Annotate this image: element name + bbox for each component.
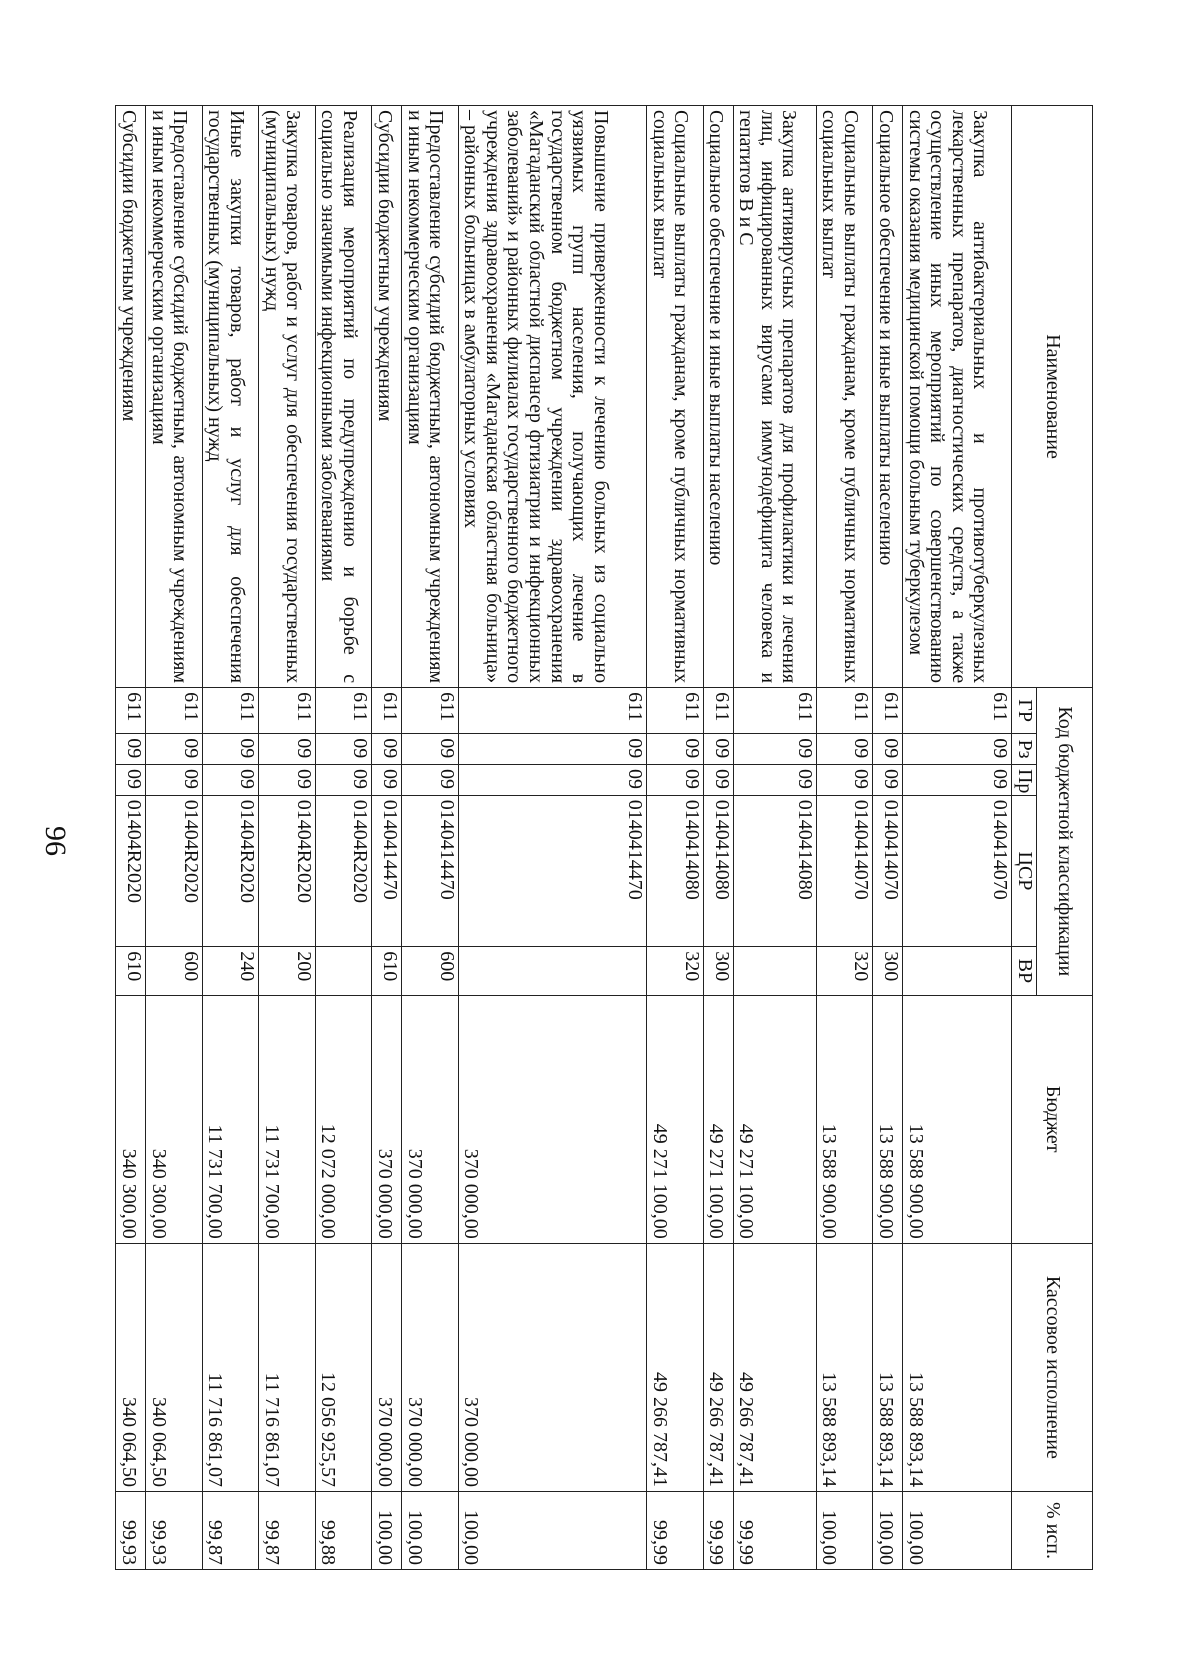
cell-vr: 600 (402, 947, 458, 995)
cell-pct: 100,00 (372, 1491, 402, 1569)
cell-budget: 49 271 100,00 (703, 995, 733, 1243)
cell-pct: 99,99 (733, 1491, 816, 1569)
cell-rz: 09 (116, 734, 146, 765)
header-pct: % исп. (1012, 1491, 1093, 1569)
header-gr: ГР (1012, 688, 1037, 734)
cell-cash: 49 266 787,41 (733, 1243, 816, 1491)
rotated-table-container (115, 105, 1093, 1570)
cell-name: Закупка антивирусных препаратов для профилактики и лечения лиц, инфицированных вирусами иммунодефицита человека и гепатитов В и С (733, 106, 816, 688)
cell-cash: 49 266 787,41 (703, 1243, 733, 1491)
cell-gr: 611 (816, 688, 872, 734)
cell-cash: 11 716 861,07 (202, 1243, 258, 1491)
cell-cash: 370 000,00 (402, 1243, 458, 1491)
header-code-group: Код бюджетной классификации (1037, 688, 1093, 995)
cell-cash: 370 000,00 (372, 1243, 402, 1491)
cell-pr: 09 (116, 764, 146, 795)
cell-cash: 13 588 893,14 (873, 1243, 903, 1491)
cell-gr: 611 (733, 688, 816, 734)
cell-vr: 240 (202, 947, 258, 995)
cell-budget: 340 300,00 (146, 995, 202, 1243)
cell-pr: 09 (372, 764, 402, 795)
table-row (315, 106, 371, 1570)
cell-rz: 09 (402, 734, 458, 765)
cell-name: Субсидии бюджетным учреждениям (372, 106, 402, 688)
cell-pr: 09 (202, 764, 258, 795)
cell-pct: 100,00 (816, 1491, 872, 1569)
cell-name: Закупка антибактериальных и противотуберкулезных лекарственных препаратов, диагностических средств, а также осуществление иных мероприятий по совершенствованию системы оказания медицинской помощи больным туберкулезом (903, 106, 1012, 688)
cell-budget: 370 000,00 (458, 995, 647, 1243)
cell-budget: 11 731 700,00 (202, 995, 258, 1243)
page-number: 96 (39, 826, 72, 856)
cell-gr: 611 (402, 688, 458, 734)
table-row (647, 106, 703, 1570)
cell-pct: 99,93 (116, 1491, 146, 1569)
table-row (873, 106, 903, 1570)
cell-cash: 49 266 787,41 (647, 1243, 703, 1491)
header-budget: Бюджет (1012, 995, 1093, 1243)
cell-pr: 09 (733, 764, 816, 795)
cell-pr: 09 (259, 764, 315, 795)
cell-csr: 0140414070 (903, 795, 1012, 947)
cell-rz: 09 (458, 734, 647, 765)
cell-csr: 0140414080 (647, 795, 703, 947)
table-row (259, 106, 315, 1570)
cell-csr: 01404R2020 (116, 795, 146, 947)
header-cash: Кассовое исполнение (1012, 1243, 1093, 1491)
cell-name: Предоставление субсидий бюджетным, автономным учреждениям и иным некоммерческим организациям (146, 106, 202, 688)
cell-pct: 100,00 (873, 1491, 903, 1569)
cell-rz: 09 (647, 734, 703, 765)
cell-csr: 0140414470 (458, 795, 647, 947)
cell-gr: 611 (873, 688, 903, 734)
cell-cash: 340 064,50 (116, 1243, 146, 1491)
cell-gr: 611 (315, 688, 371, 734)
cell-name: Социальные выплаты гражданам, кроме публичных нормативных социальных выплат (647, 106, 703, 688)
cell-pct: 99,88 (315, 1491, 371, 1569)
cell-rz: 09 (315, 734, 371, 765)
cell-rz: 09 (259, 734, 315, 765)
budget-table (115, 105, 1093, 1570)
table-row (116, 106, 146, 1570)
cell-csr: 01404R2020 (259, 795, 315, 947)
cell-cash: 340 064,50 (146, 1243, 202, 1491)
cell-pct: 99,87 (202, 1491, 258, 1569)
cell-csr: 0140414070 (873, 795, 903, 947)
cell-pr: 09 (816, 764, 872, 795)
cell-gr: 611 (202, 688, 258, 734)
cell-name: Закупка товаров, работ и услуг для обеспечения государственных (муниципальных) нужд (259, 106, 315, 688)
cell-pr: 09 (146, 764, 202, 795)
cell-pr: 09 (402, 764, 458, 795)
cell-rz: 09 (703, 734, 733, 765)
cell-name: Социальное обеспечение и иные выплаты населению (703, 106, 733, 688)
cell-budget: 370 000,00 (402, 995, 458, 1243)
cell-vr (903, 947, 1012, 995)
cell-rz: 09 (873, 734, 903, 765)
cell-budget: 13 588 900,00 (873, 995, 903, 1243)
cell-vr (733, 947, 816, 995)
cell-pr: 09 (903, 764, 1012, 795)
cell-vr: 200 (259, 947, 315, 995)
cell-csr: 0140414470 (372, 795, 402, 947)
header-vr: ВР (1012, 947, 1037, 995)
cell-pr: 09 (458, 764, 647, 795)
table-row (202, 106, 258, 1570)
cell-rz: 09 (733, 734, 816, 765)
cell-csr: 01404R2020 (202, 795, 258, 947)
cell-rz: 09 (372, 734, 402, 765)
cell-pct: 100,00 (402, 1491, 458, 1569)
cell-vr: 320 (647, 947, 703, 995)
cell-rz: 09 (903, 734, 1012, 765)
cell-vr: 610 (372, 947, 402, 995)
cell-cash: 13 588 893,14 (816, 1243, 872, 1491)
cell-vr: 300 (703, 947, 733, 995)
cell-pr: 09 (315, 764, 371, 795)
cell-vr: 610 (116, 947, 146, 995)
cell-name: Повышение приверженности к лечению больных из социально уязвимых групп населения, получающих лечение в государственном бюджетном учреждении здравоохранения «Магаданский областной диспансер фтизиатрии и инфекционных заболеваний» и районных филиалах государственного бюджетного учреждения здравоохранения «Магаданская областная больница» – районных больницах в амбулаторных условиях (458, 106, 647, 688)
header-pr: Пр (1012, 764, 1037, 795)
cell-name: Социальные выплаты гражданам, кроме публичных нормативных социальных выплат (816, 106, 872, 688)
cell-csr: 0140414470 (402, 795, 458, 947)
table-row (402, 106, 458, 1570)
table-row (903, 106, 1012, 1570)
table-row (703, 106, 733, 1570)
cell-csr: 0140414080 (733, 795, 816, 947)
header-csr: ЦСР (1012, 795, 1037, 947)
cell-gr: 611 (458, 688, 647, 734)
cell-budget: 370 000,00 (372, 995, 402, 1243)
cell-gr: 611 (703, 688, 733, 734)
table-row (372, 106, 402, 1570)
cell-name: Предоставление субсидий бюджетным, автономным учреждениям и иным некоммерческим организациям (402, 106, 458, 688)
cell-name: Субсидии бюджетным учреждениям (116, 106, 146, 688)
cell-name: Социальное обеспечение и иные выплаты населению (873, 106, 903, 688)
table-row (146, 106, 202, 1570)
cell-pct: 99,99 (647, 1491, 703, 1569)
cell-csr: 01404R2020 (146, 795, 202, 947)
cell-pct: 100,00 (458, 1491, 647, 1569)
cell-name: Иные закупки товаров, работ и услуг для обеспечения государственных (муниципальных) нужд (202, 106, 258, 688)
cell-pct: 99,87 (259, 1491, 315, 1569)
cell-name: Реализация мероприятий по предупреждению и борьбе с социально значимыми инфекционными заболеваниями (315, 106, 371, 688)
cell-pr: 09 (873, 764, 903, 795)
cell-budget: 49 271 100,00 (647, 995, 703, 1243)
header-rz: Рз (1012, 734, 1037, 765)
cell-gr: 611 (647, 688, 703, 734)
table-row (458, 106, 647, 1570)
cell-pct: 99,93 (146, 1491, 202, 1569)
cell-rz: 09 (816, 734, 872, 765)
cell-gr: 611 (259, 688, 315, 734)
table-row (816, 106, 872, 1570)
cell-budget: 340 300,00 (116, 995, 146, 1243)
cell-gr: 611 (116, 688, 146, 734)
cell-vr: 300 (873, 947, 903, 995)
cell-gr: 611 (372, 688, 402, 734)
cell-cash: 13 588 893,14 (903, 1243, 1012, 1491)
cell-budget: 12 072 000,00 (315, 995, 371, 1243)
cell-rz: 09 (146, 734, 202, 765)
cell-vr (315, 947, 371, 995)
cell-vr: 320 (816, 947, 872, 995)
table-body (116, 106, 1012, 1570)
cell-pr: 09 (703, 764, 733, 795)
cell-budget: 11 731 700,00 (259, 995, 315, 1243)
cell-gr: 611 (903, 688, 1012, 734)
table-row (733, 106, 816, 1570)
cell-vr: 600 (146, 947, 202, 995)
cell-pct: 99,99 (703, 1491, 733, 1569)
cell-csr: 0140414080 (703, 795, 733, 947)
cell-rz: 09 (202, 734, 258, 765)
cell-gr: 611 (146, 688, 202, 734)
header-name: Наименование (1012, 106, 1093, 688)
cell-pct: 100,00 (903, 1491, 1012, 1569)
cell-budget: 13 588 900,00 (903, 995, 1012, 1243)
cell-cash: 12 056 925,57 (315, 1243, 371, 1491)
cell-vr (458, 947, 647, 995)
cell-cash: 11 716 861,07 (259, 1243, 315, 1491)
cell-csr: 0140414070 (816, 795, 872, 947)
cell-pr: 09 (647, 764, 703, 795)
cell-budget: 13 588 900,00 (816, 995, 872, 1243)
cell-budget: 49 271 100,00 (733, 995, 816, 1243)
cell-csr: 01404R2020 (315, 795, 371, 947)
cell-cash: 370 000,00 (458, 1243, 647, 1491)
